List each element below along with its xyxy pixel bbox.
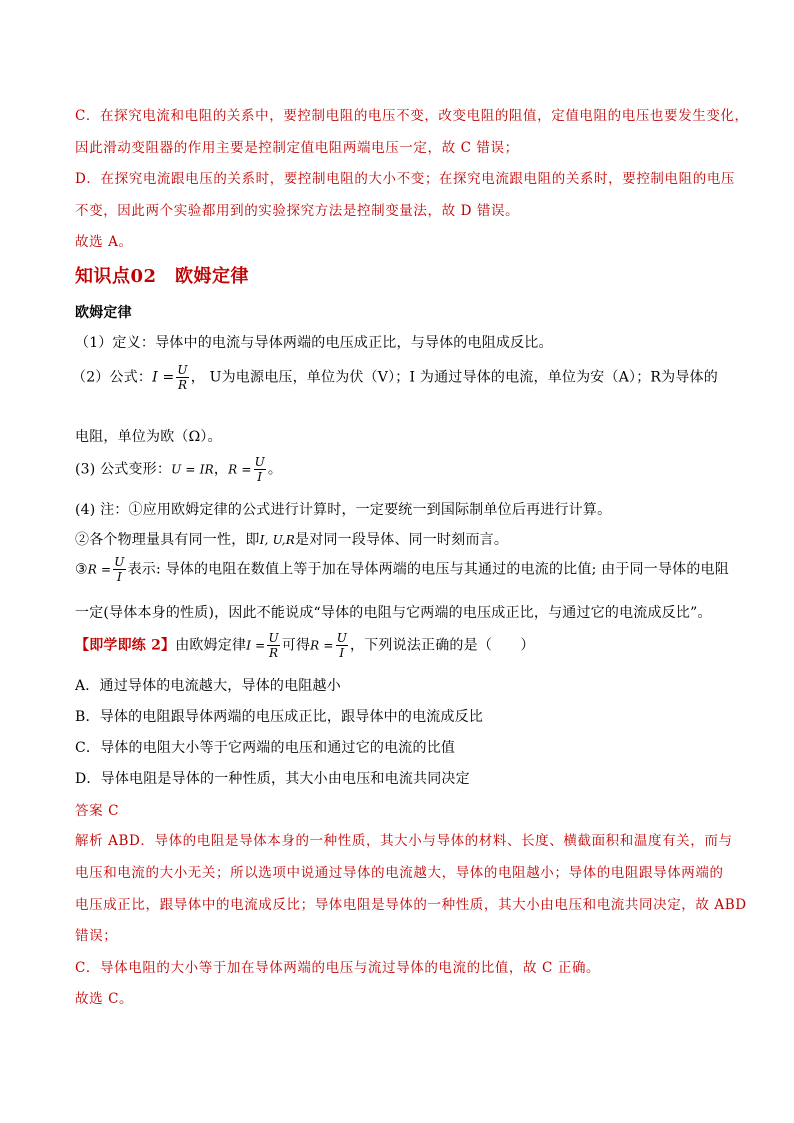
formula-num: U bbox=[177, 363, 188, 377]
solution-option-c: C．导体电阻的大小等于加在导体两端的电压与流过导体的电流的比值，故 C 正确。 bbox=[75, 960, 601, 976]
note-2 bbox=[75, 529, 508, 549]
practice-den: R bbox=[268, 646, 279, 660]
prev-option-c-line1: C．在探究电流和电阻的关系中，要控制电阻的电压不变，改变电阻的阻值，定值电阻的电压也要发生变化， bbox=[75, 108, 749, 124]
analysis-line-1: 解析 ABD．导体的电阻是导体本身的一种性质，其大小与导体的材料、长度、横截面积和温度有关，而与 bbox=[75, 833, 733, 849]
transform-sep: ， bbox=[213, 461, 229, 478]
option-b: B．导体的电阻跟导体两端的电压成正比，跟导体中的电流成反比 bbox=[75, 709, 484, 725]
transform-lhs2: R = bbox=[228, 462, 252, 477]
prev-choose: 故选 A。 bbox=[75, 234, 133, 250]
note-2-b: 是对同一段导体、同一时刻而言。 bbox=[295, 532, 509, 548]
practice-stem-b: 可得 bbox=[281, 637, 311, 654]
option-d: D．导体电阻是导体的一种性质，其大小由电压和电流共同决定 bbox=[75, 771, 470, 787]
note-3-lhs: R = bbox=[87, 562, 112, 577]
formula-line bbox=[72, 364, 718, 391]
analysis-line-4: 错误； bbox=[75, 928, 118, 944]
note-3 bbox=[75, 556, 729, 583]
transform-num2: U bbox=[254, 455, 265, 469]
analysis-line-2: 电压和电流的大小无关；所以选项中说通过导体的电流越大，导体的电阻越小；导体的电阻跟导体两端的 bbox=[75, 865, 724, 881]
formula-fraction bbox=[176, 364, 188, 391]
note-3-continuation: 一定(导体本身的性质)，因此不能说成“导体的电阻与它两端的电压成正比，与通过它的电流成反比”。 bbox=[75, 605, 712, 621]
practice-den2: I bbox=[339, 646, 345, 660]
definition-line: （1）定义：导体中的电流与导体两端的电压成正比，与导体的电阻成反比。 bbox=[75, 335, 553, 351]
prev-option-d-line2: 不变，因此两个实验都用到的实验探究方法是控制变量法，故 D 错误。 bbox=[75, 203, 520, 219]
practice-fraction-1 bbox=[267, 632, 279, 659]
formula-continuation: 电阻，单位为欧（Ω）。 bbox=[75, 429, 222, 445]
formula-lhs: I = bbox=[152, 369, 175, 386]
option-c: C．导体的电阻大小等于它两端的电压和通过它的电流的比值 bbox=[75, 740, 456, 756]
note-3-fraction bbox=[113, 556, 125, 583]
prev-option-c-line2: 因此滑动变阻器的作用主要是控制定值电阻两端电压一定，故 C 错误； bbox=[75, 140, 519, 156]
transform-fraction bbox=[254, 456, 266, 483]
note-3-num: U bbox=[114, 555, 125, 569]
practice-fraction-2 bbox=[336, 632, 348, 659]
practice-stem-a: 由欧姆定律 bbox=[175, 637, 247, 654]
answer-line: 答案 C bbox=[75, 803, 120, 819]
note-1: (4) 注：①应用欧姆定律的公式进行计算时，一定要统一到国际制单位后再进行计算。 bbox=[75, 502, 612, 518]
practice-lhs2: R = bbox=[310, 638, 334, 653]
section-subheading: 欧姆定律 bbox=[75, 305, 132, 321]
note-3-den: I bbox=[116, 570, 122, 584]
analysis-line-3: 电压成正比，跟导体中的电流成反比；导体电阻是导体的一种性质，其大小由电压和电流共同决定，故 ABD bbox=[75, 897, 747, 913]
practice-stem bbox=[75, 632, 535, 659]
formula-rest: ， U为电源电压，单位为伏（V）；I 为通过导体的电流，单位为安（A）；R为导体的 bbox=[190, 369, 718, 386]
transform-den2: I bbox=[257, 470, 263, 484]
prev-option-d-line1: D．在探究电流跟电压的关系时，要控制电阻的大小不变；在探究电流跟电阻的关系时，要控制电阻的电压 bbox=[75, 171, 736, 187]
transform-prefix: (3) 公式变形： bbox=[75, 461, 172, 478]
note-3-text: 表示: 导体的电阻在数值上等于加在导体两端的电压与其通过的电流的比值; 由于同一导体的电阻 bbox=[127, 561, 729, 578]
formula-den: R bbox=[177, 378, 188, 392]
transform-eq1: U = IR bbox=[171, 462, 214, 477]
note-3-mark: ③ bbox=[75, 561, 88, 578]
practice-num: U bbox=[268, 631, 279, 645]
solution-choose: 故选 C。 bbox=[75, 991, 134, 1007]
section-heading: 知识点02 欧姆定律 bbox=[75, 266, 250, 287]
practice-lhs: I = bbox=[246, 638, 266, 653]
practice-stem-c: ，下列说法正确的是（ ） bbox=[350, 637, 535, 654]
formula-prefix: （2）公式： bbox=[72, 369, 153, 386]
practice-tag: 【即学即练 2】 bbox=[75, 637, 176, 654]
transform-end: 。 bbox=[267, 461, 283, 478]
practice-num2: U bbox=[336, 631, 348, 645]
note-2-vars: I, U,R bbox=[259, 533, 296, 547]
option-a: A．通过导体的电流越大，导体的电阻越小 bbox=[75, 678, 341, 694]
note-2-a: ②各个物理量具有同一性，即 bbox=[75, 532, 260, 548]
transform-line bbox=[75, 456, 282, 483]
